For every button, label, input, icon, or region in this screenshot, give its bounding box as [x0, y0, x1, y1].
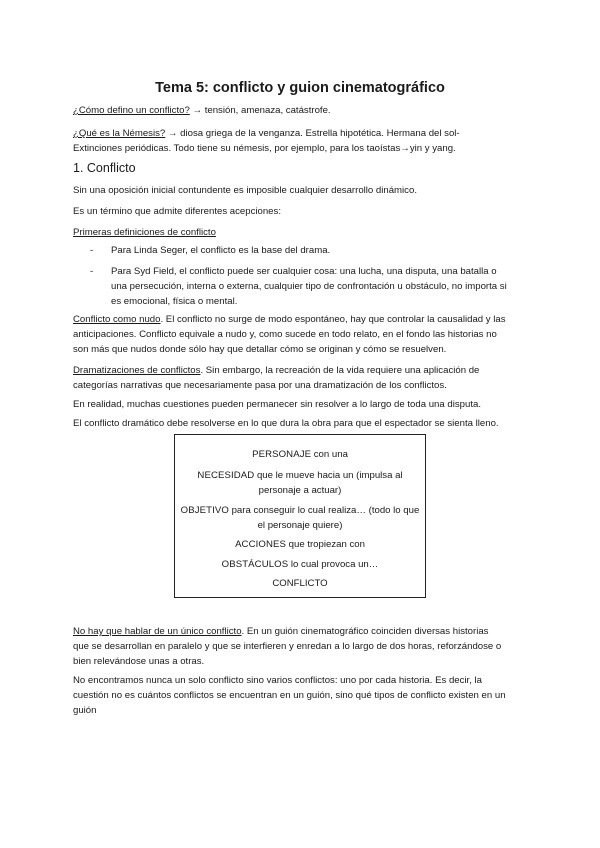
- box-line-objetivo-cont: el personaje quiere): [257, 520, 343, 531]
- definitions-heading: Primeras definiciones de conflicto: [73, 227, 216, 238]
- box-line-necesidad-cont: personaje a actuar): [258, 485, 342, 496]
- paragraph-unico-cont: que se desarrollan en paralelo y que se interfieren y enredan a lo largo de dos horas, reforzándose o: [73, 641, 502, 652]
- bullet-dash: -: [90, 266, 94, 277]
- paragraph-dramatizaciones-cont: categorías narrativas que necesariamente pasa por una dramatización de los conflictos.: [73, 380, 447, 391]
- question-conflicto-answer: → tensión, amenaza, catástrofe.: [189, 105, 331, 116]
- box-line-personaje: PERSONAJE con una: [252, 449, 348, 460]
- conflict-diagram-box: [174, 434, 426, 598]
- question-conflicto-label: ¿Cómo defino un conflicto?: [73, 105, 190, 116]
- box-line-obstaculos: OBSTÁCULOS lo cual provoca un…: [221, 559, 379, 570]
- box-line-necesidad: NECESIDAD que le mueve hacia un (impulsa al: [197, 470, 403, 481]
- box-line-acciones: ACCIONES que tropiezan con: [235, 539, 365, 550]
- paragraph-nudo-label: Conflicto como nudo: [73, 314, 161, 325]
- paragraph-dramatizaciones: [73, 363, 527, 378]
- question-nemesis-cont: Extinciones periódicas. Todo tiene su némesis, por ejemplo, para los taoístas→yin y yang.: [73, 143, 456, 154]
- paragraph-realidad: En realidad, muchas cuestiones pueden permanecer sin resolver a lo largo de toda una disputa.: [73, 399, 481, 410]
- paragraph-dramatizaciones-label: Dramatizaciones de conflictos: [73, 365, 201, 376]
- paragraph-acepciones: Es un término que admite diferentes acepciones:: [73, 206, 281, 217]
- question-nemesis-label: ¿Qué es la Némesis?: [73, 128, 166, 139]
- paragraph-unico: [73, 624, 527, 639]
- paragraph-nudo-cont: son más que nudos donde sólo hay que detallar cómo se originan y cómo se resuelven.: [73, 344, 447, 355]
- bullet-dash: -: [90, 245, 94, 256]
- list-item-text: Para Syd Field, el conflicto puede ser cualquier cosa: una lucha, una disputa, una batalla o: [111, 266, 497, 277]
- section-heading-conflicto: 1. Conflicto: [73, 161, 136, 175]
- paragraph-final: No encontramos nunca un solo conflicto sino varios conflictos: uno por cada historia. Es decir, la: [73, 675, 483, 686]
- page-title: Tema 5: conflicto y guion cinematográfico: [155, 80, 445, 96]
- paragraph-nudo-text: . El conflicto no surge de modo espontáneo, hay que controlar la causalidad y las: [160, 314, 506, 325]
- paragraph-nudo: [73, 312, 527, 327]
- paragraph-unico-label: No hay que hablar de un único conflicto: [73, 626, 242, 637]
- list-item-text: una persecución, interna o externa, cualquier tipo de confrontación u obstáculo, no importa si: [111, 281, 507, 292]
- paragraph-dramatizaciones-text: . Sin embargo, la recreación de la vida requiere una aplicación de: [200, 365, 480, 376]
- paragraph-final-cont: cuestión no es cuántos conflictos se encuentran en un guión, sino qué tipos de conflicto existen en un: [73, 690, 506, 701]
- paragraph-unico-cont: bien relevándose unas a otras.: [73, 656, 205, 667]
- paragraph-final-cont: guión: [73, 705, 97, 716]
- paragraph-unico-text: . En un guión cinematográfico coinciden diversas historias: [241, 626, 489, 637]
- question-nemesis: [73, 126, 527, 141]
- paragraph-resolver: El conflicto dramático debe resolverse en lo que dura la obra para que el espectador se sienta lleno.: [73, 418, 499, 429]
- question-nemesis-answer: → diosa griega de la venganza. Estrella hipotética. Hermana del sol-: [165, 128, 460, 139]
- box-line-conflicto: CONFLICTO: [272, 578, 328, 589]
- list-item-text: es emocional, física o mental.: [111, 296, 238, 307]
- paragraph-oposicion: Sin una oposición inicial contundente es imposible cualquier desarrollo dinámico.: [73, 185, 417, 196]
- paragraph-nudo-cont: anticipaciones. Conflicto equivale a nudo y, como sucede en todo relato, en el fondo las historias no: [73, 329, 497, 340]
- list-item-text: Para Linda Seger, el conflicto es la base del drama.: [111, 245, 331, 256]
- box-line-objetivo: OBJETIVO para conseguir lo cual realiza… (todo lo que: [180, 505, 420, 516]
- question-conflicto: [73, 103, 527, 118]
